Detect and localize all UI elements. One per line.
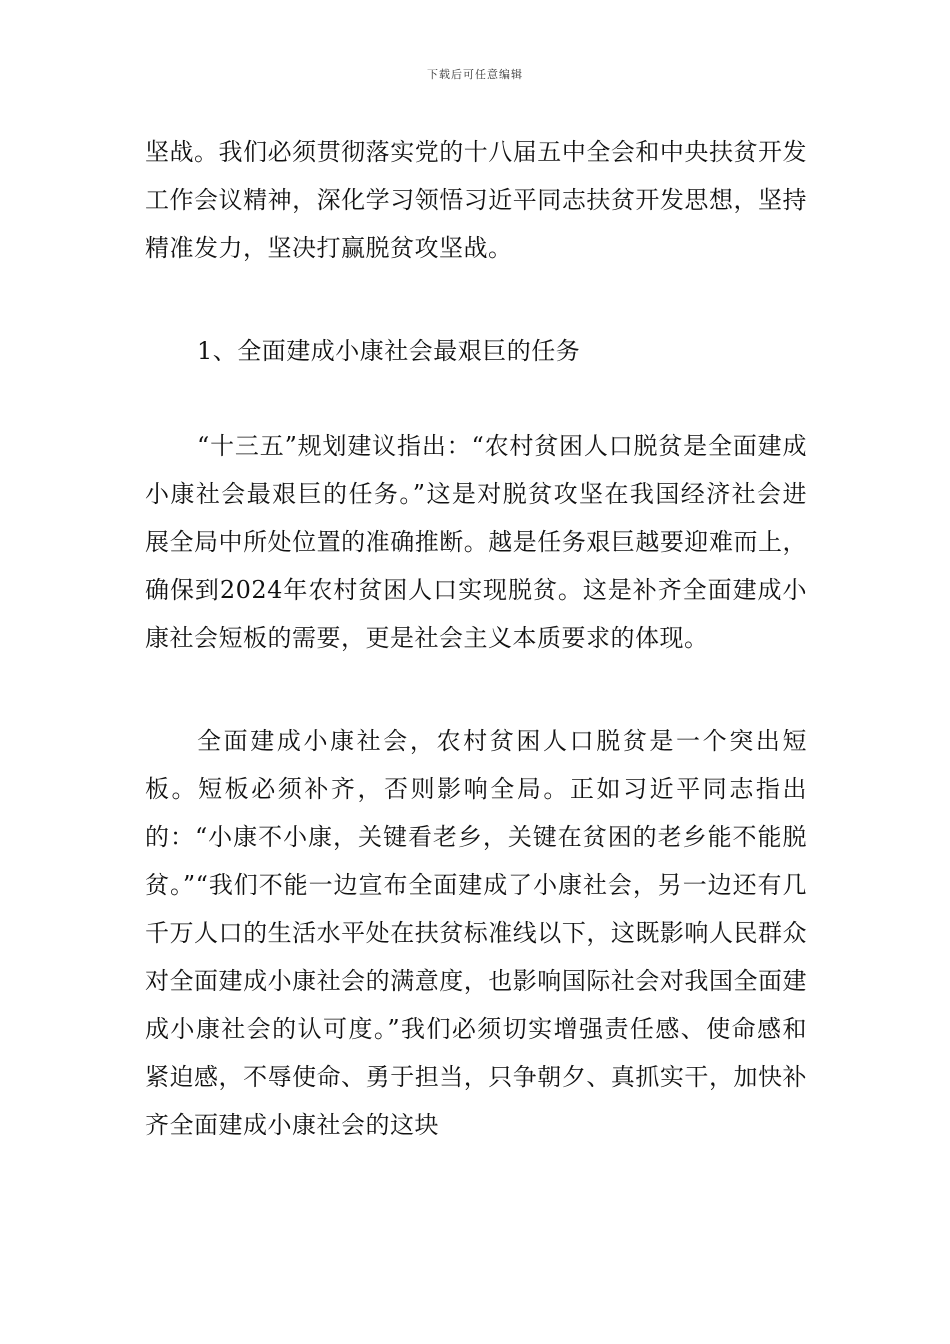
paragraph-spacer — [145, 662, 807, 717]
page-header-note: 下载后可任意编辑 — [427, 68, 523, 81]
paragraph-spacer — [145, 375, 807, 422]
document-body — [145, 128, 807, 1149]
section-heading: 1、全面建成小康社会最艰巨的任务 — [197, 337, 581, 365]
paragraph-continuation: 坚战。我们必须贯彻落实党的十八届五中全会和中央扶贫开发工作会议精神，深化学习领悟习近平同志扶贫开发思想，坚持精准发力，坚决打赢脱贫攻坚战。 — [145, 138, 807, 262]
paragraph-body: “十三五”规划建议指出：“农村贫困人口脱贫是全面建成小康社会最艰巨的任务。”这是对脱贫攻坚在我国经济社会进展全局中所处位置的准确推断。越是任务艰巨越要迎难而上，确保到2024年农村贫困人口实现脱贫。这是补齐全面建成小康社会短板的需要，更是社会主义本质要求的体现。 — [145, 432, 807, 652]
paragraph-spacer — [145, 272, 807, 327]
paragraph-body: 全面建成小康社会，农村贫困人口脱贫是一个突出短板。短板必须补齐，否则影响全局。正如习近平同志指出的：“小康不小康，关键看老乡，关键在贫困的老乡能不能脱贫。”“我们不能一边宣布全面建成了小康社会，另一边还有几千万人口的生活水平处在扶贫标准线以下，这既影响人民群众对全面建成小康社会的满意度，也影响国际社会对我国全面建成小康社会的认可度。”我们必须切实增强责任感、使命感和紧迫感，不辱使命、勇于担当，只争朝夕、真抓实干，加快补齐全面建成小康社会的这块 — [145, 727, 807, 1139]
